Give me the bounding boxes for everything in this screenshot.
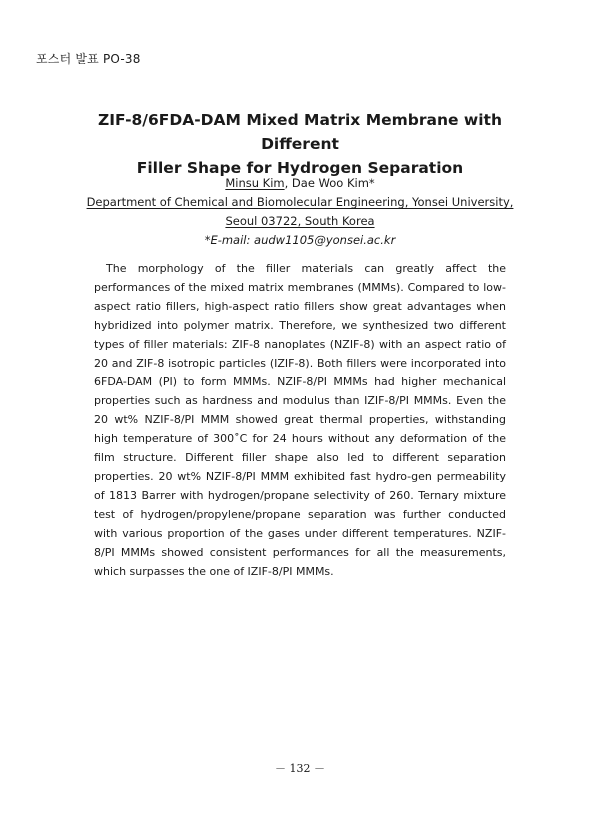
affiliation-line-2: Seoul 03722, South Korea bbox=[225, 214, 375, 228]
title-line-1: ZIF-8/6FDA-DAM Mixed Matrix Membrane with Different bbox=[97, 111, 503, 153]
email-line bbox=[60, 231, 540, 250]
author-line bbox=[60, 174, 540, 193]
email-address: audw1105@yonsei.ac.kr bbox=[254, 233, 396, 247]
author-corresponding: Dae Woo Kim* bbox=[291, 176, 375, 190]
abstract bbox=[94, 260, 506, 581]
author-primary: Minsu Kim bbox=[225, 176, 285, 190]
paper-title bbox=[60, 108, 540, 180]
email-label: E-mail: bbox=[210, 233, 255, 247]
author-separator: , bbox=[284, 176, 292, 190]
email-asterisk: * bbox=[204, 233, 211, 247]
page-number: － 132 － bbox=[275, 762, 325, 775]
abstract-paragraph: The morphology of the filler materials can greatly affect the performances of the mixed matrix membranes (MMMs). Compared to low-aspect ratio fillers, high-aspect ratio fillers show great advantages when hybridized into polymer matrix. Therefore, we synthesized two different types of filler materials: ZIF-8 nanoplates (NZIF-8) with an aspect ratio of 20 and ZIF-8 isotropic particles (IZIF-8). Both fillers were incorporated into 6FDA-DAM (PI) to form MMMs. NZIF-8/PI MMMs had higher mechanical properties such as hardness and modulus than IZIF-8/PI MMMs. Even the 20 wt% NZIF-8/PI MMM showed great thermal properties, withstanding high temperature of 300˚C for 24 hours without any deformation of the film structure. Different filler shape also led to different separation properties. 20 wt% NZIF-8/PI MMM exhibited fast hydro-gen permeability of 1813 Barrer with hydrogen/propane selectivity of 260. Ternary mixture test of hydrogen/propylene/propane separation was further conducted with various proportion of the gases under different temperatures. NZIF-8/PI MMMs showed consistent performances for all the measurements, which surpasses the one of IZIF-8/PI MMMs. bbox=[94, 262, 506, 578]
session-label: 포스터 발표 PO-38 bbox=[36, 52, 141, 66]
title-line-2: Filler Shape for Hydrogen Separation bbox=[136, 159, 464, 177]
affiliation-line-1: Department of Chemical and Biomolecular Engineering, Yonsei University, bbox=[86, 195, 514, 209]
author-block bbox=[60, 174, 540, 250]
